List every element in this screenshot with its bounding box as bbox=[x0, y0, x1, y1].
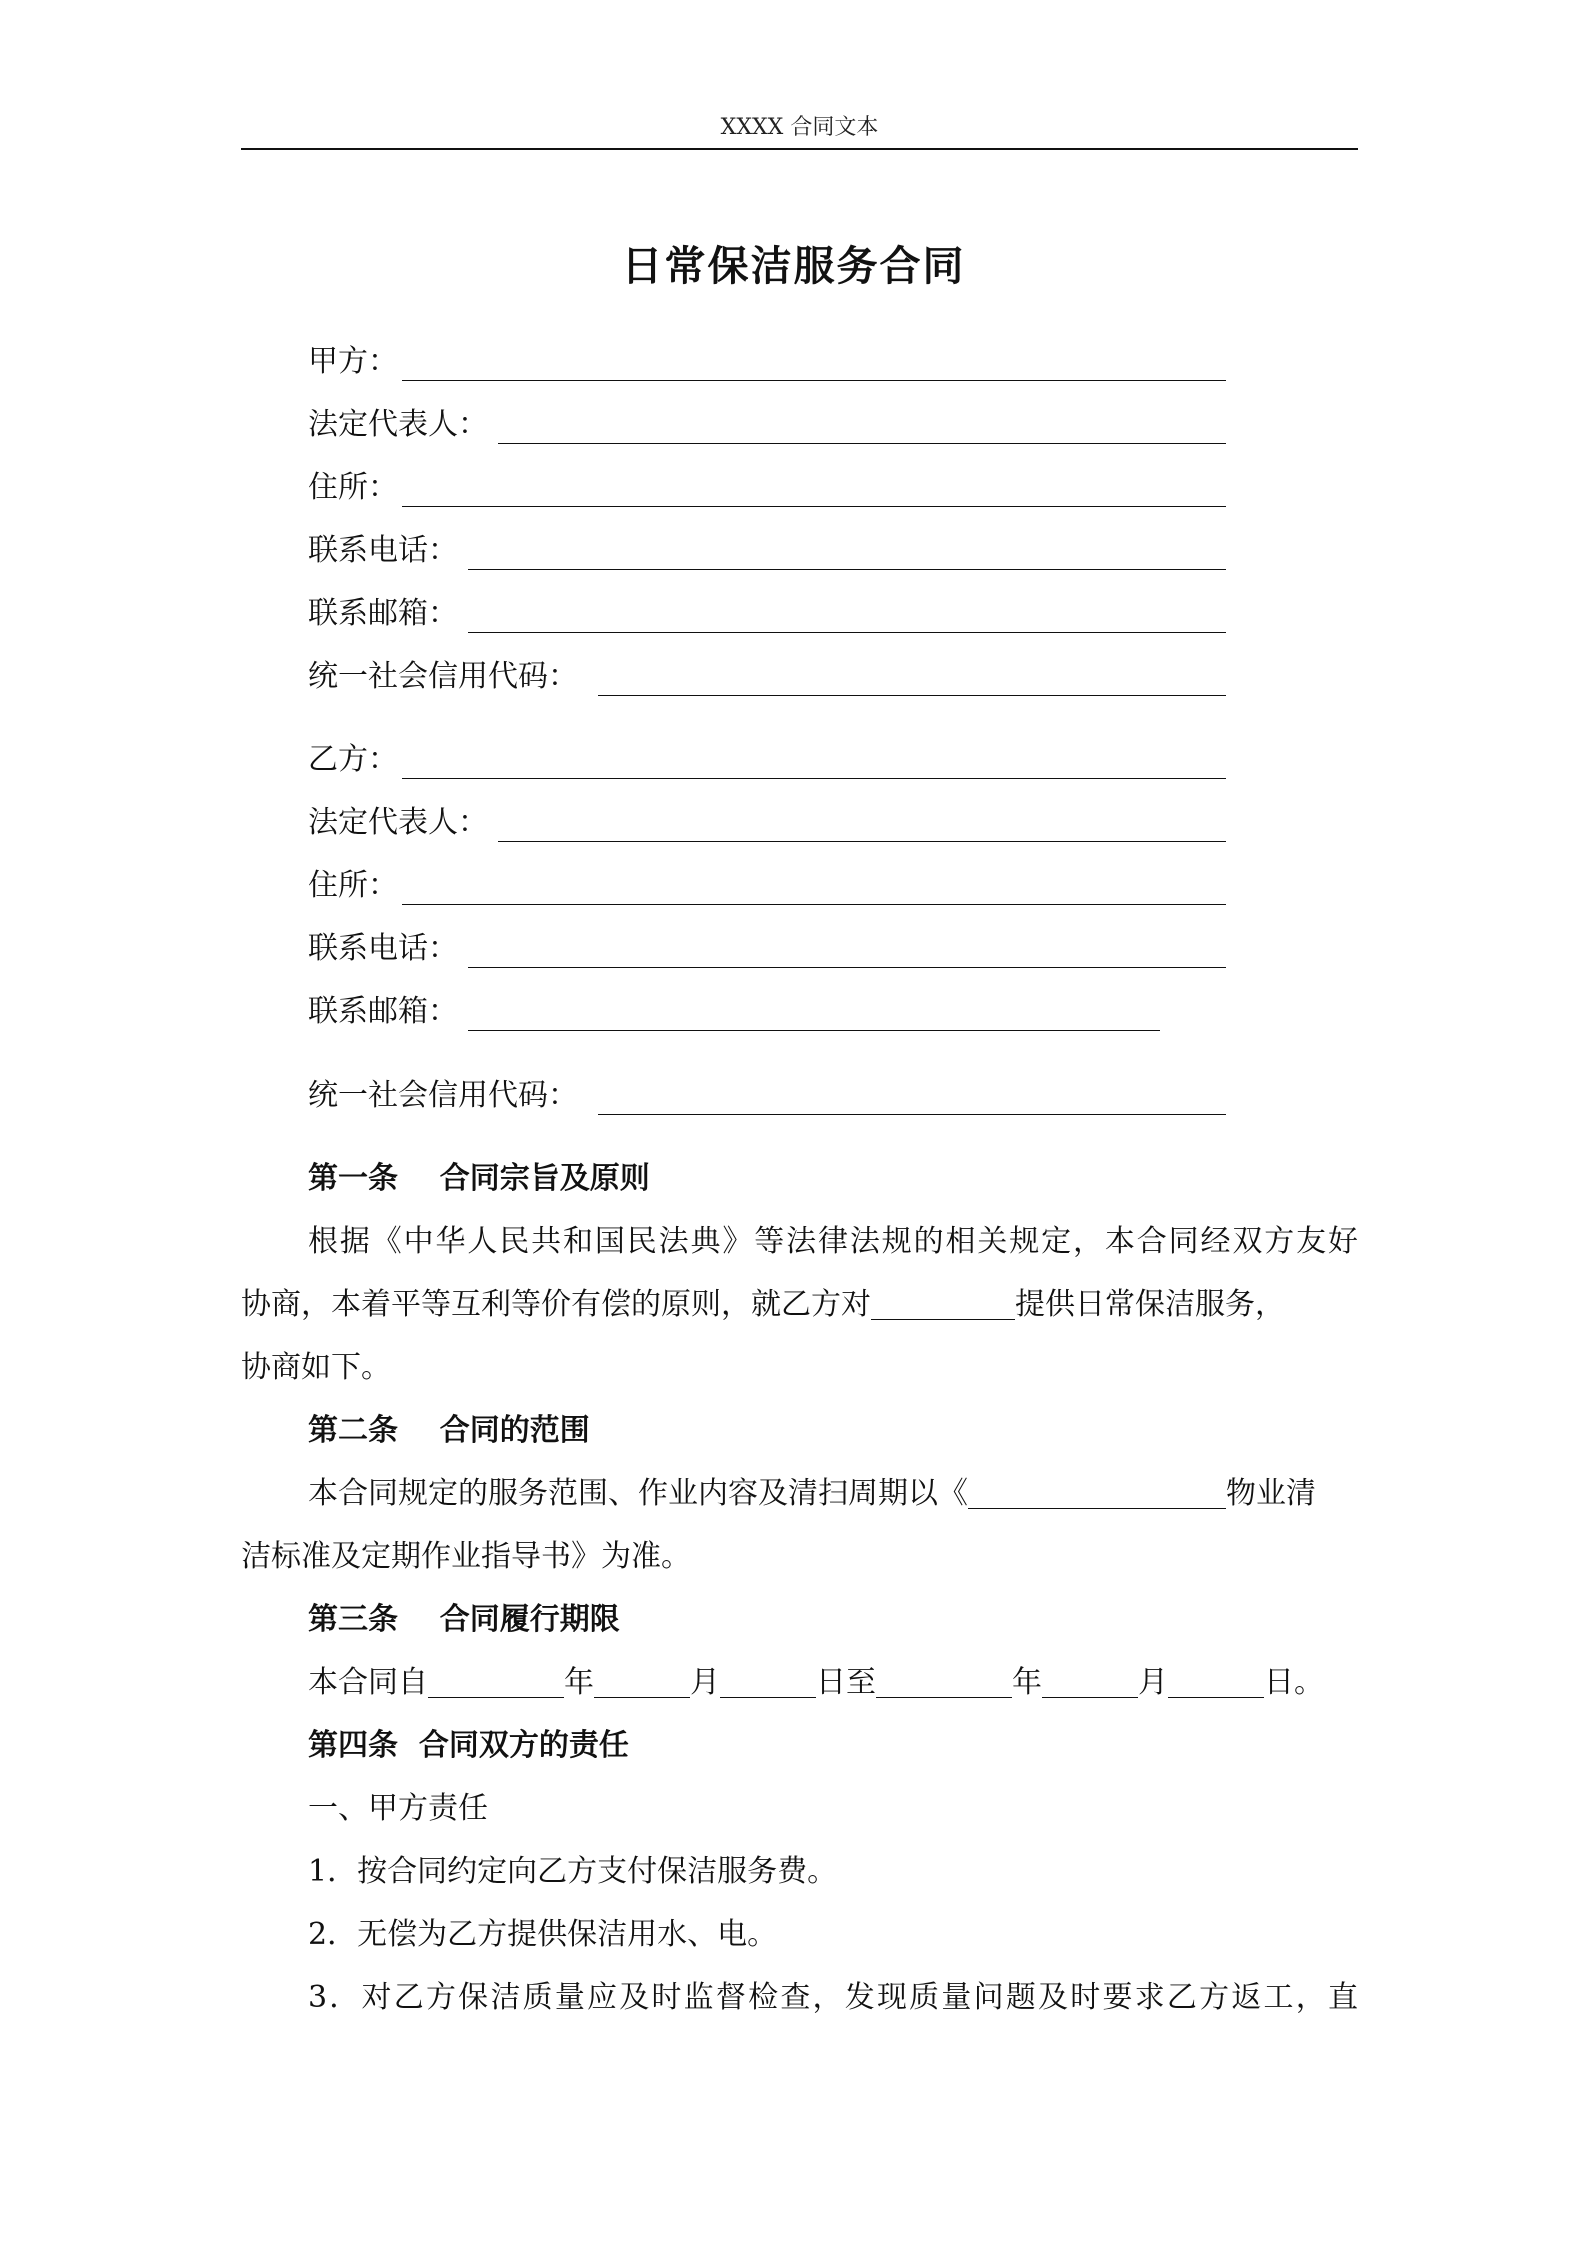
start-month-label: 月 bbox=[690, 1665, 720, 1700]
party-a-phone-blank[interactable] bbox=[468, 569, 1226, 570]
article-2-line-2: 洁标准及定期作业指导书》为准。 bbox=[241, 1539, 691, 1574]
party-b-field bbox=[308, 738, 398, 782]
article-1-heading: 第一条 合同宗旨及原则 bbox=[308, 1161, 650, 1196]
article-3-term-line bbox=[308, 1661, 1324, 1705]
end-year-blank[interactable] bbox=[876, 1661, 1012, 1698]
party-a-email-blank[interactable] bbox=[468, 632, 1226, 633]
party-a-phone-field bbox=[308, 529, 458, 573]
party-b-phone-blank[interactable] bbox=[468, 967, 1226, 968]
article-2-line-1-post: 物业清 bbox=[1226, 1476, 1316, 1511]
article-2-line-1 bbox=[308, 1472, 1316, 1516]
party-b-phone-field bbox=[308, 927, 458, 971]
start-year-label: 年 bbox=[564, 1665, 594, 1700]
party-b-email-field bbox=[308, 990, 458, 1034]
term-prefix: 本合同自 bbox=[308, 1665, 428, 1700]
end-month-blank[interactable] bbox=[1042, 1661, 1138, 1698]
party-a-phone-label: 联系电话： bbox=[308, 533, 458, 568]
party-b-address-label: 住所： bbox=[308, 868, 398, 903]
duty-item-3: 3．对乙方保洁质量应及时监督检查，发现质量问题及时要求乙方返工，直 bbox=[308, 1980, 1358, 2015]
party-a-email-field bbox=[308, 592, 458, 636]
article-1-line-1: 根据《中华人民共和国民法典》等法律法规的相关规定，本合同经双方友好 bbox=[308, 1224, 1358, 1259]
party-a-credit-code-blank[interactable] bbox=[598, 695, 1226, 696]
start-month-blank[interactable] bbox=[594, 1661, 690, 1698]
header-text: XXXX 合同文本 bbox=[720, 115, 879, 140]
party-b-address-field bbox=[308, 864, 398, 908]
end-day-blank[interactable] bbox=[1168, 1661, 1264, 1698]
party-a-blank[interactable] bbox=[402, 380, 1226, 381]
party-a-address-label: 住所： bbox=[308, 470, 398, 505]
article-1-line-2-post: 提供日常保洁服务， bbox=[1015, 1287, 1285, 1322]
duty-item-1: 1．按合同约定向乙方支付保洁服务费。 bbox=[308, 1854, 838, 1889]
start-day-blank[interactable] bbox=[720, 1661, 816, 1698]
article-1-line-2-pre: 协商，本着平等互利等价有偿的原则，就乙方对 bbox=[241, 1287, 871, 1322]
party-a-address-blank[interactable] bbox=[402, 506, 1226, 507]
party-b-credit-code-label: 统一社会信用代码： bbox=[308, 1078, 578, 1113]
party-a-email-label: 联系邮箱： bbox=[308, 596, 458, 631]
party-b-rep-blank[interactable] bbox=[498, 841, 1226, 842]
start-year-blank[interactable] bbox=[428, 1661, 564, 1698]
party-b-label: 乙方： bbox=[308, 742, 398, 777]
article-2-heading: 第二条 合同的范围 bbox=[308, 1413, 590, 1448]
party-b-blank[interactable] bbox=[402, 778, 1226, 779]
end-day-label: 日。 bbox=[1264, 1665, 1324, 1700]
party-a-credit-code-label: 统一社会信用代码： bbox=[308, 659, 578, 694]
party-b-phone-label: 联系电话： bbox=[308, 931, 458, 966]
article-3-heading: 第三条 合同履行期限 bbox=[308, 1602, 620, 1637]
start-day-label: 日至 bbox=[816, 1665, 876, 1700]
party-a-field bbox=[308, 340, 398, 384]
party-b-rep-field bbox=[308, 801, 488, 845]
party-b-rep-label: 法定代表人： bbox=[308, 805, 488, 840]
article-4-heading: 第四条 合同双方的责任 bbox=[308, 1728, 629, 1763]
party-a-rep-label: 法定代表人： bbox=[308, 407, 488, 442]
end-month-label: 月 bbox=[1138, 1665, 1168, 1700]
page-header bbox=[241, 112, 1358, 150]
service-location-blank[interactable] bbox=[871, 1283, 1015, 1320]
document-title: 日常保洁服务合同 bbox=[621, 242, 966, 290]
duty-item-2: 2．无偿为乙方提供保洁用水、电。 bbox=[308, 1917, 778, 1952]
article-1-line-2 bbox=[241, 1283, 1285, 1327]
party-b-email-label: 联系邮箱： bbox=[308, 994, 458, 1029]
article-1-line-3: 协商如下。 bbox=[241, 1350, 391, 1385]
end-year-label: 年 bbox=[1012, 1665, 1042, 1700]
party-a-label: 甲方： bbox=[308, 344, 398, 379]
party-a-address-field bbox=[308, 466, 398, 510]
standard-name-blank[interactable] bbox=[968, 1472, 1226, 1509]
party-b-credit-code-blank[interactable] bbox=[598, 1114, 1226, 1115]
party-a-credit-code-field bbox=[308, 655, 578, 699]
article-2-line-1-pre: 本合同规定的服务范围、作业内容及清扫周期以《 bbox=[308, 1476, 968, 1511]
party-a-rep-blank[interactable] bbox=[498, 443, 1226, 444]
party-a-rep-field bbox=[308, 403, 488, 447]
party-b-address-blank[interactable] bbox=[402, 904, 1226, 905]
party-b-credit-code-field bbox=[308, 1074, 578, 1118]
party-a-duties-heading: 一、甲方责任 bbox=[308, 1791, 488, 1826]
party-b-email-blank[interactable] bbox=[468, 1030, 1160, 1031]
